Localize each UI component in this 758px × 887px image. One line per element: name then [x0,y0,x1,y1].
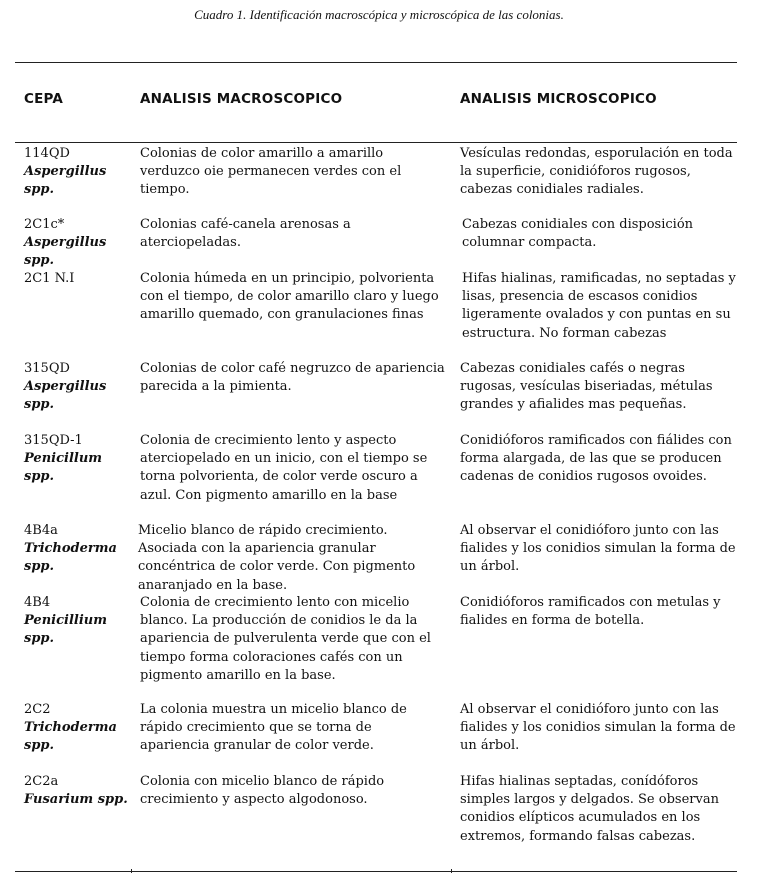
strain-code: 2C1 N.I [24,271,75,286]
microscopic-cell: Hifas hialinas, ramificadas, no septadas y lisas, presencia de escasos conidios ligeramente ovalados y con puntas en su estructura. No forman cabezas [462,271,736,341]
strain-code: 2C2 [24,702,51,717]
microscopic-cell: Cabezas conidiales cafés o negras rugosas, vesículas biseriadas, métulas grandes y afialides mas pequeñas. [460,361,713,413]
microscopic-cell: Al observar el conidióforo junto con las fialides y los conidios simulan la forma de un árbol. [460,523,736,575]
microscopic-cell: Conidióforos ramificados con metulas y fialides en forma de botella. [460,595,721,629]
microscopic-cell: Hifas hialinas septadas, conídóforos simples largos y delgados. Se observan conidios elípticos acumulados en los extremos, formando falsas cabezas. [460,774,719,844]
strain-code: 315QD [24,361,70,376]
header-bottom-rule [15,142,737,143]
table-bottom-rule [15,871,737,872]
strain-code: 4B4 [24,595,51,610]
strain-species: Aspergillus spp. [24,379,107,413]
strain-species: Aspergillus spp. [24,164,107,198]
strain-cell [24,270,132,288]
strain-cell [24,701,132,756]
macroscopic-cell: Colonias de color amarillo a amarillo verduzco oie permanecen verdes con el tiempo. [140,146,402,198]
macroscopic-cell: Colonia con micelio blanco de rápido crecimiento y aspecto algodonoso. [140,774,385,808]
header-cepa: CEPA [24,91,64,107]
macroscopic-cell: La colonia muestra un micelio blanco de rápido crecimiento que se torna de apariencia granular de color verde. [140,702,407,754]
strain-cell [24,522,132,577]
macroscopic-cell: Colonia húmeda en un principio, polvorienta con el tiempo, de color amarillo claro y luego amarillo quemado, con granulaciones finas [140,271,439,323]
strain-species: Fusarium spp. [24,792,128,808]
table-caption: Cuadro 1. Identificación macroscópica y microscópica de las colonias. [194,7,564,22]
strain-cell [24,432,132,487]
macroscopic-cell: Colonias café-canela arenosas a aterciopeladas. [140,217,351,251]
strain-code: 2C1c* [24,217,65,232]
strain-cell [24,773,132,809]
microscopic-cell: Vesículas redondas, esporulación en toda la superficie, conidióforos rugosos, cabezas conidiales radiales. [460,146,733,198]
strain-species: Penicillium spp. [24,613,107,647]
column-divider-tick [131,869,132,873]
strain-cell [24,594,132,649]
microscopic-cell: Cabezas conidiales con disposición columnar compacta. [462,217,694,251]
column-divider-tick [451,869,452,873]
macroscopic-cell: Colonias de color café negruzco de apariencia parecida a la pimienta. [140,361,445,395]
strain-cell [24,216,132,271]
microscopic-cell: Conidióforos ramificados con fiálides con forma alargada, de las que se producen cadenas de conidios rugosos ovoides. [460,433,732,485]
macroscopic-cell: Colonia de crecimiento lento con micelio blanco. La producción de conidios le da la apariencia de pulverulenta verde que con el tiempo forma coloraciones cafés con un pigmento amarillo en la base. [140,595,431,683]
strain-species: Trichoderma spp. [24,541,117,575]
strain-code: 2C2a [24,774,59,789]
macroscopic-cell: Micelio blanco de rápido crecimiento. Asociada con la apariencia granular concéntrica de color verde. Con pigmento anaranjado en la base. [138,523,416,593]
macroscopic-cell: Colonia de crecimiento lento y aspecto aterciopelado en un inicio, con el tiempo se torna polvorienta, de color verde oscuro a azul. Con pigmento amarillo en la base [140,433,428,503]
strain-cell [24,145,132,200]
strain-species: Aspergillus spp. [24,235,107,269]
header-macroscopic: ANALISIS MACROSCOPICO [140,91,343,107]
header-microscopic: ANALISIS MICROSCOPICO [460,91,657,107]
table-top-rule [15,62,737,63]
strain-code: 315QD-1 [24,433,83,448]
strain-cell [24,360,132,415]
strain-code: 4B4a [24,523,58,538]
strain-species: Trichoderma spp. [24,720,117,754]
microscopic-cell: Al observar el conidióforo junto con las fialides y los conidios simulan la forma de un árbol. [460,702,736,754]
strain-species: Penicillum spp. [24,451,103,485]
strain-code: 114QD [24,146,70,161]
